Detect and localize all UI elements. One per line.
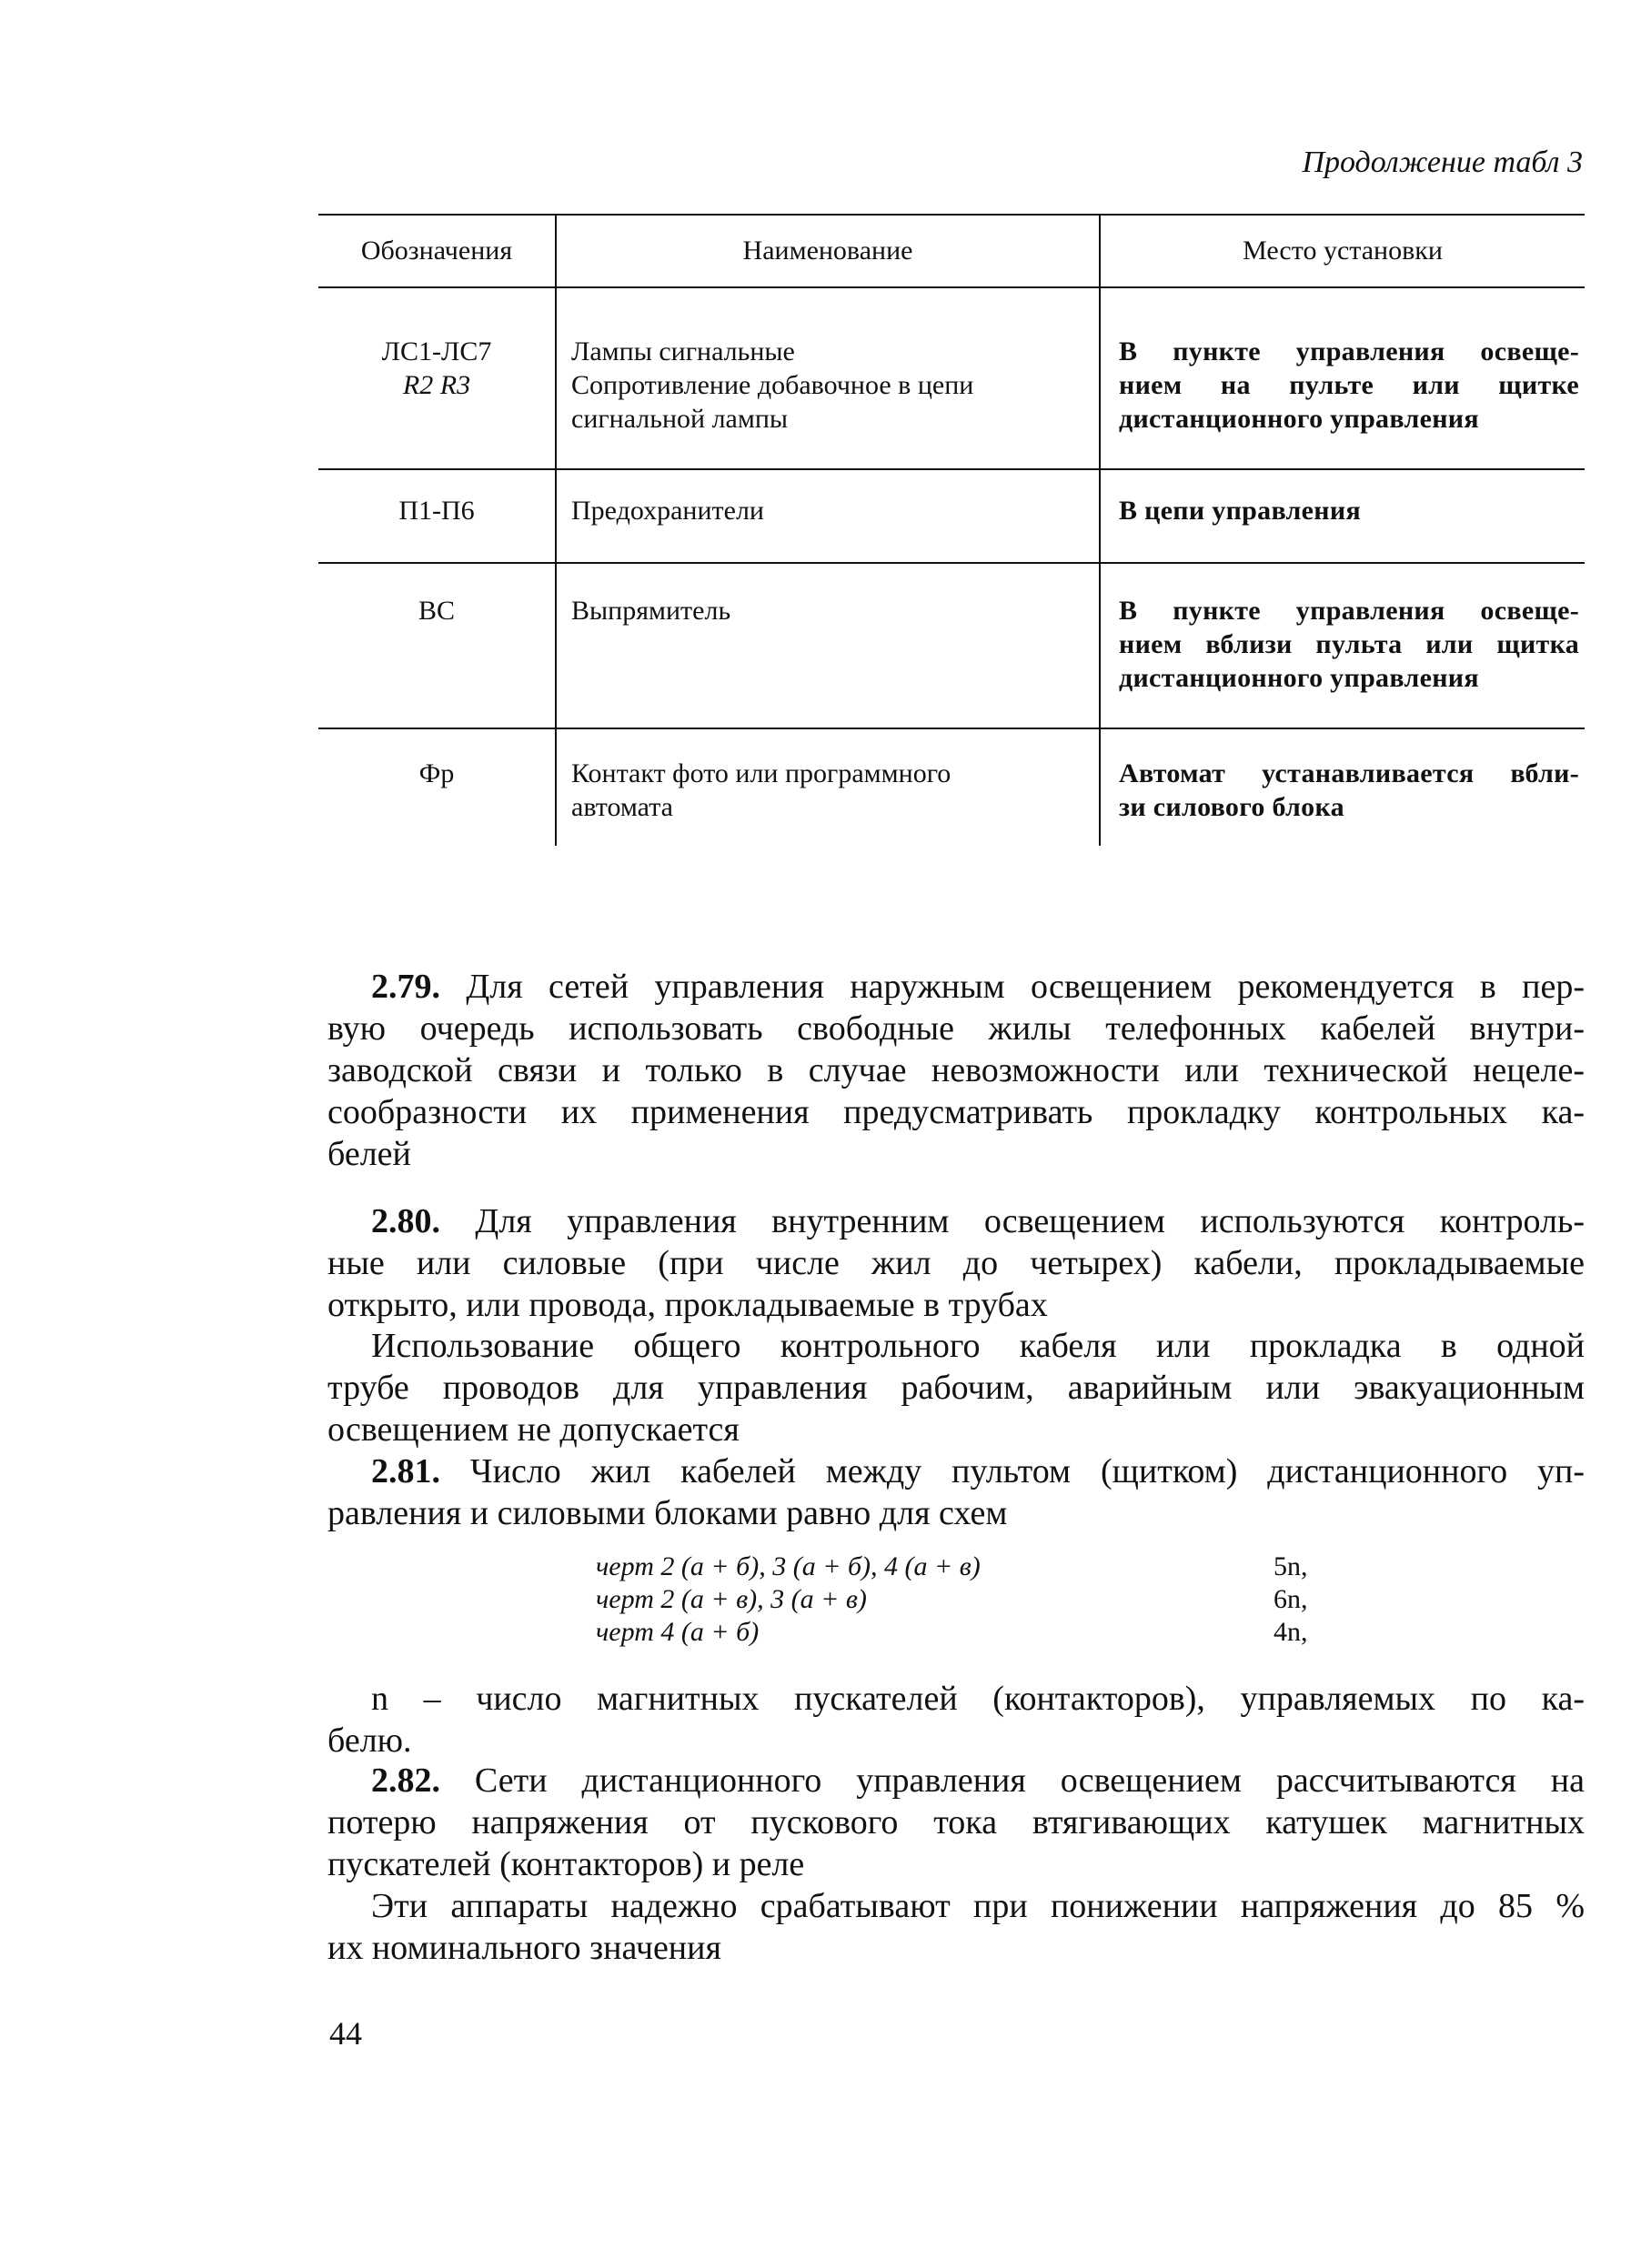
table-rule-row2 [318, 562, 1585, 564]
paragraph-2-81 [327, 1450, 1585, 1534]
formula-scheme: черт 4 (а + б) [596, 1617, 760, 1647]
paragraph-text: Сети дистанционного управления освещением рассчитываются на [440, 1761, 1585, 1800]
formula-value: 4n, [1274, 1617, 1308, 1647]
paragraph-number: 2.80. [371, 1202, 440, 1240]
place-line: В цепи управления [1119, 496, 1362, 526]
formula-value: 5n, [1274, 1551, 1308, 1581]
paragraph-line: n – число магнитных пускателей (контакторов), управляемых по ка- [371, 1680, 1585, 1718]
paragraph-line: равления и силовыми блоками равно для схем [327, 1494, 1008, 1532]
table-row-4-designation: Фр [418, 758, 455, 788]
place-line: В пункте управления освеще- [1119, 336, 1579, 366]
paragraph-number: 2.82. [371, 1761, 440, 1800]
table-caption: Продолжение табл 3 [1302, 146, 1583, 179]
place-line: Автомат устанавливается вбли- [1119, 758, 1579, 788]
name-line: Лампы сигнальные [571, 336, 795, 366]
place-line: В пункте управления освеще- [1119, 596, 1579, 626]
formula-value: 6n, [1274, 1584, 1308, 1614]
paragraph-2-82-continued [327, 1885, 1585, 1969]
table-row-3-designation: ВС [418, 596, 456, 626]
paragraph-2-80-continued [327, 1325, 1585, 1450]
paragraph-line: белей [327, 1135, 411, 1173]
formula-scheme: черт 2 (а + в), 3 (а + в) [596, 1584, 867, 1614]
table-row-2-place [1119, 494, 1579, 527]
page-number: 44 [329, 2015, 362, 2052]
paragraph-line: вую очередь использовать свободные жилы телефонных кабелей внутри- [327, 1009, 1585, 1048]
formula-row [596, 1550, 1414, 1583]
paragraph-line: белю. [327, 1721, 412, 1760]
paragraph-text: Число жил кабелей между пультом (щитком) дистанционного уп- [440, 1452, 1585, 1490]
paragraph-line: их номинального значения [327, 1929, 721, 1967]
name-line: автомата [571, 792, 673, 822]
formula-scheme: черт 2 (а + б), 3 (а + б), 4 (а + в) [596, 1551, 981, 1581]
table-row-2-name: Предохранители [571, 496, 764, 526]
paragraph-line: Эти аппараты надежно срабатывают при понижении напряжения до 85 % [371, 1887, 1585, 1925]
name-line: сигнальной лампы [571, 404, 789, 434]
place-line: дистанционного управления [1119, 404, 1479, 434]
table-row-3-name: Выпрямитель [571, 596, 731, 626]
header-place: Место установки [1243, 236, 1443, 266]
paragraph-line: сообразности их применения предусматривать прокладку контрольных ка- [327, 1093, 1585, 1131]
table-rule-header [318, 286, 1585, 288]
table-row-4-place [1119, 757, 1579, 824]
table-row-2-designation: П1-П6 [398, 496, 475, 526]
paragraph-line: ные или силовые (при числе жил до четырех) кабели, прокладываемые [327, 1244, 1585, 1282]
formula-row [596, 1583, 1414, 1616]
paragraph-n-definition [327, 1678, 1585, 1761]
table-col-divider-1 [555, 214, 557, 846]
table-col-divider-2 [1099, 214, 1101, 846]
wire-count-formulas [596, 1550, 1414, 1649]
paragraph-number: 2.79. [371, 968, 440, 1006]
name-line: Контакт фото или программного [571, 758, 951, 788]
paragraph-2-79 [327, 966, 1585, 1175]
place-line: зи силового блока [1119, 792, 1344, 822]
paragraph-text: Для управления внутренним освещением используются контроль- [440, 1202, 1585, 1240]
place-line: дистанционного управления [1119, 663, 1479, 693]
header-designation: Обозначения [360, 236, 513, 266]
paragraph-line: Использование общего контрольного кабеля или прокладка в одной [371, 1327, 1585, 1365]
designation-line: R2 R3 [402, 370, 471, 400]
paragraph-line: заводской связи и только в случае невозможности или технической нецеле- [327, 1051, 1585, 1089]
paragraph-number: 2.81. [371, 1452, 440, 1490]
table-rule-top [318, 214, 1585, 216]
place-line: нием вблизи пульта или щитка [1119, 629, 1579, 659]
paragraph-line: пускателей (контакторов) и реле [327, 1845, 805, 1883]
paragraph-line: потерю напряжения от пускового тока втягивающих катушек магнитных [327, 1803, 1585, 1841]
table-row-3-place [1119, 594, 1579, 695]
table-row-4-name [571, 757, 1099, 824]
name-line: Сопротивление добавочное в цепи [571, 370, 974, 400]
paragraph-text: Для сетей управления наружным освещением рекомендуется в пер- [440, 968, 1585, 1006]
header-name: Наименование [742, 236, 913, 266]
table-rule-row1 [318, 468, 1585, 470]
table-row-1-designation [318, 335, 555, 402]
table-row-1-place [1119, 335, 1579, 436]
place-line: нием на пульте или щитке [1119, 370, 1579, 400]
designation-line: ЛС1-ЛС7 [381, 336, 492, 366]
paragraph-line: трубе проводов для управления рабочим, аварийным или эвакуационным [327, 1369, 1585, 1407]
formula-row [596, 1616, 1414, 1649]
table-row-1-name [571, 335, 1099, 436]
table-rule-row3 [318, 728, 1585, 729]
paragraph-2-80 [327, 1200, 1585, 1326]
paragraph-line: освещением не допускается [327, 1410, 740, 1449]
data-table [318, 214, 1585, 846]
paragraph-2-82 [327, 1760, 1585, 1885]
paragraph-line: открыто, или провода, прокладываемые в трубах [327, 1286, 1048, 1324]
